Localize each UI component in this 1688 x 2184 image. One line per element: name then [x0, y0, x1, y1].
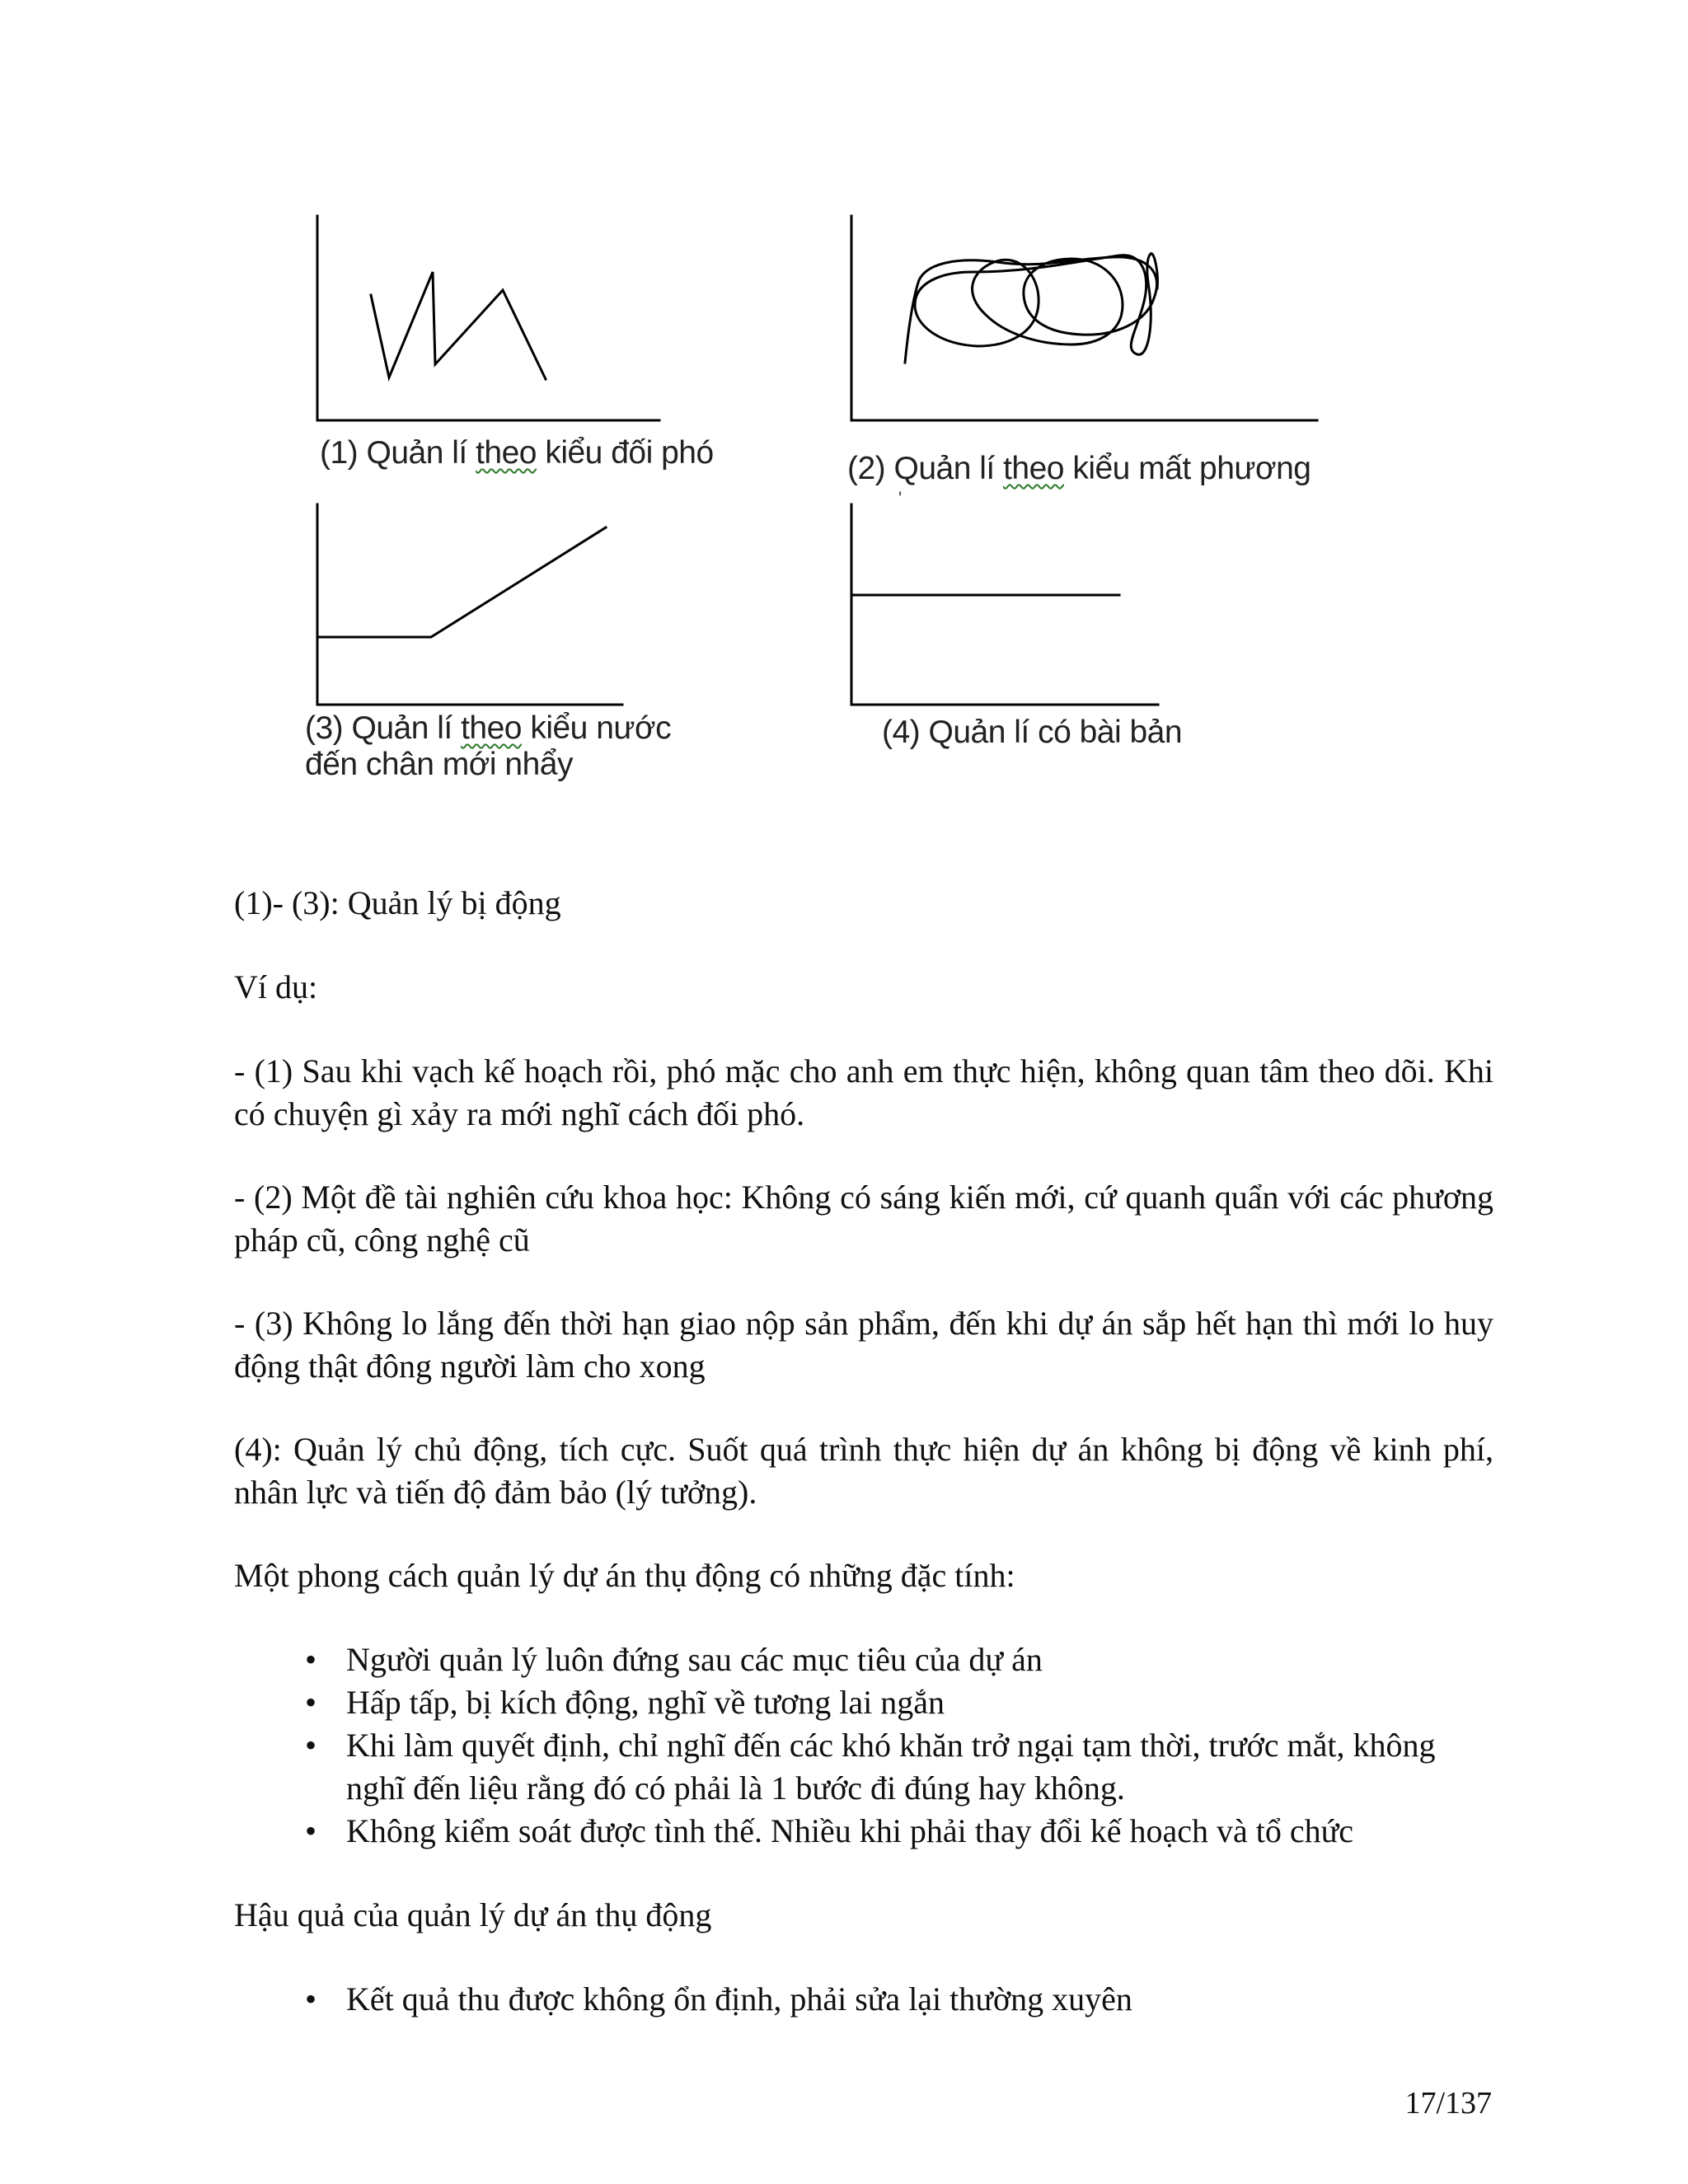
- paragraph-example-label: Ví dụ:: [234, 968, 318, 1005]
- paragraph-passive-heading: (1)- (3): Quản lý bị động: [234, 884, 561, 921]
- management-styles-figure: [0, 0, 1688, 824]
- list-item: • Hấp tấp, bị kích động, nghĩ về tương lai ngắn: [305, 1681, 1492, 1724]
- chart-3-axes: [317, 504, 622, 705]
- list-item: • Người quản lý luôn đứng sau các mục tiêu của dự án: [305, 1638, 1492, 1681]
- consequences-list: [305, 1978, 1492, 2021]
- chart-4-axes: [851, 504, 1158, 705]
- figure-3-caption: (3) Quản lí theo kiểu nước đến chân mới nhẩy: [305, 710, 672, 782]
- figure-2-caption: (2) Quản lí theo kiểu mất phương: [847, 451, 1311, 486]
- chart-1-line: [371, 272, 546, 379]
- chart-1-axes: [317, 216, 659, 420]
- page-number: 17/137: [1404, 2086, 1492, 2121]
- chart-3-line: [319, 527, 606, 637]
- passive-traits-list: [305, 1638, 1492, 1853]
- chart-2-caption-cut-mark: ': [898, 488, 903, 509]
- list-item: • Kết quả thu được không ổn định, phải sửa lại thường xuyên: [305, 1978, 1492, 2021]
- chart-2-scribble: [905, 254, 1157, 363]
- figure-1-caption: (1) Quản lí theo kiểu đối phó: [320, 435, 714, 471]
- list-item: • Khi làm quyết định, chỉ nghĩ đến các khó khăn trở ngại tạm thời, trước mắt, không nghĩ đến liệu rằng đó có phải là 1 bước đi đúng hay không.: [305, 1724, 1492, 1810]
- figure-4-caption: (4) Quản lí có bài bản: [882, 715, 1183, 750]
- paragraph-consequences-intro: Hậu quả của quản lý dự án thụ động: [234, 1896, 712, 1933]
- list-item: • Không kiểm soát được tình thế. Nhiều khi phải thay đổi kế hoạch và tổ chức: [305, 1810, 1492, 1853]
- paragraph-example-2: - (2) Một đề tài nghiên cứu khoa học: Không có sáng kiến mới, cứ quanh quẩn với các phương pháp cũ, công nghệ cũ: [234, 1179, 1493, 1258]
- paragraph-passive-traits-intro: Một phong cách quản lý dự án thụ động có những đặc tính:: [234, 1557, 1015, 1594]
- paragraph-example-3: - (3) Không lo lắng đến thời hạn giao nộp sản phẩm, đến khi dự án sắp hết hạn thì mới lo huy động thật đông người làm cho xong: [234, 1305, 1493, 1385]
- paragraph-active-management: (4): Quản lý chủ động, tích cực. Suốt quá trình thực hiện dự án không bị động về kinh phí, nhân lực và tiến độ đảm bảo (lý tưởng).: [234, 1431, 1493, 1511]
- chart-2-axes: [851, 216, 1317, 420]
- paragraph-example-1: - (1) Sau khi vạch kế hoạch rồi, phó mặc cho anh em thực hiện, không quan tâm theo dõi. Khi có chuyện gì xảy ra mới nghĩ cách đối phó.: [234, 1052, 1493, 1132]
